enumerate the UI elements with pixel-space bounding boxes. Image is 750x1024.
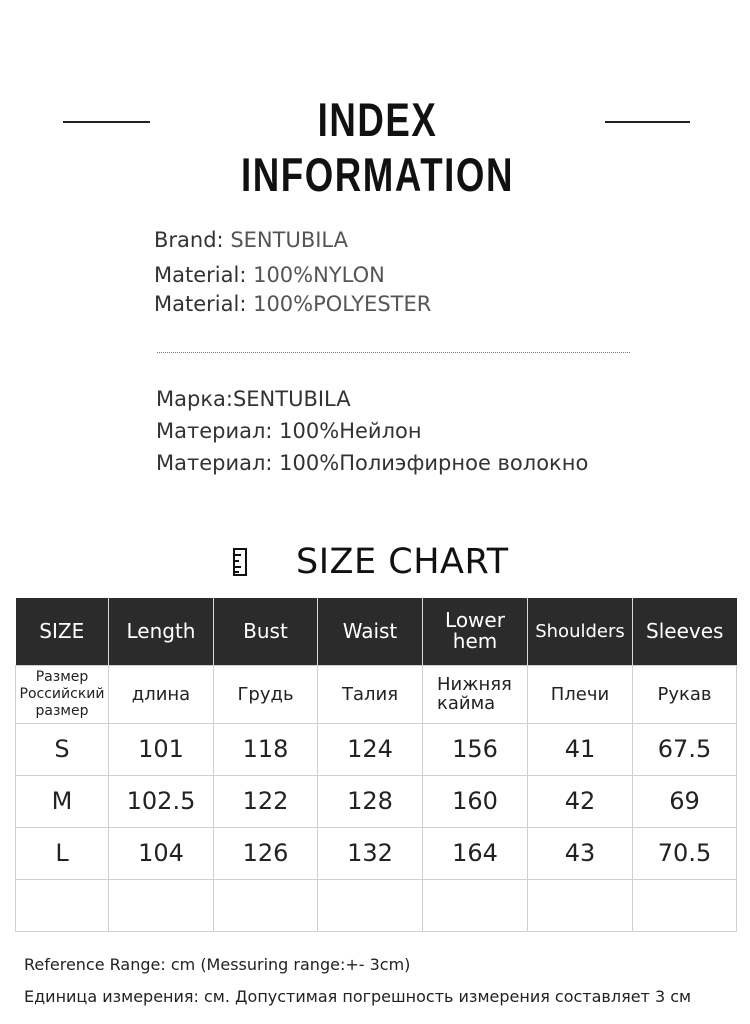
table-cell: Плечи [528, 665, 633, 723]
column-header: Length [109, 598, 214, 665]
table-cell: 126 [214, 827, 318, 879]
title-rule-right [605, 121, 690, 123]
info-label: Brand: [154, 228, 224, 252]
table-cell: 102.5 [109, 775, 214, 827]
dotted-divider [157, 352, 630, 353]
info-value: 100%Полиэфирное волокно [279, 451, 589, 475]
table-row-empty [16, 879, 737, 931]
table-cell: 42 [528, 775, 633, 827]
table-row [16, 827, 737, 879]
ruler-icon [233, 548, 247, 576]
title-rule-left [63, 121, 150, 123]
reference-range-note: Reference Range: cm (Messuring range:+- 3cm) [24, 955, 411, 974]
table-cell [214, 879, 318, 931]
table-cell: 124 [318, 723, 423, 775]
info-label: Material: [154, 263, 247, 287]
table-cell: 104 [109, 827, 214, 879]
info-label: Материал: [156, 419, 273, 443]
table-cell: Рукав [633, 665, 737, 723]
table-cell: 122 [214, 775, 318, 827]
table-cell: Грудь [214, 665, 318, 723]
info-material-2 [154, 292, 431, 316]
table-cell: 67.5 [633, 723, 737, 775]
table-cell: 70.5 [633, 827, 737, 879]
table-cell: 164 [423, 827, 528, 879]
table-cell: 132 [318, 827, 423, 879]
info-value: 100%NYLON [253, 263, 385, 287]
table-cell: Талия [318, 665, 423, 723]
table-cell: S [16, 723, 109, 775]
table-cell [528, 879, 633, 931]
table-row [16, 775, 737, 827]
table-cell: 118 [214, 723, 318, 775]
table-header-row [16, 598, 737, 665]
table-cell [633, 879, 737, 931]
size-table [15, 598, 737, 932]
info-label: Материал: [156, 451, 273, 475]
table-row [16, 723, 737, 775]
info-value: SENTUBILA [230, 228, 348, 252]
info-value: 100%Нейлон [279, 419, 422, 443]
table-cell: 156 [423, 723, 528, 775]
info-ru-material-1 [156, 419, 422, 443]
info-material-1 [154, 263, 385, 287]
table-cell: 69 [633, 775, 737, 827]
column-header: Sleeves [633, 598, 737, 665]
table-cell: 41 [528, 723, 633, 775]
table-row-russian-headers [16, 665, 737, 723]
table-cell: M [16, 775, 109, 827]
table-cell: Нижняя кайма [423, 665, 528, 723]
table-cell: Размер Российский размер [16, 665, 109, 723]
info-ru-brand [156, 387, 351, 411]
table-cell: 43 [528, 827, 633, 879]
column-header: Shoulders [528, 598, 633, 665]
table-cell: L [16, 827, 109, 879]
info-value: SENTUBILA [232, 387, 351, 411]
table-cell: 128 [318, 775, 423, 827]
table-cell [423, 879, 528, 931]
table-cell: длина [109, 665, 214, 723]
column-header: SIZE [16, 598, 109, 665]
table-cell: 101 [109, 723, 214, 775]
info-label: Material: [154, 292, 247, 316]
table-cell [109, 879, 214, 931]
size-chart-title: SIZE CHART [296, 542, 509, 582]
column-header: Waist [318, 598, 423, 665]
table-cell [16, 879, 109, 931]
info-label: Марка: [156, 387, 233, 411]
column-header: Bust [214, 598, 318, 665]
info-ru-material-2 [156, 451, 588, 475]
column-header: Lower hem [423, 598, 528, 665]
table-cell [318, 879, 423, 931]
info-value: 100%POLYESTER [253, 292, 432, 316]
table-cell: 160 [423, 775, 528, 827]
info-brand [154, 228, 348, 252]
page-title: INDEX INFORMATION [240, 93, 515, 201]
measurement-unit-note-ru: Единица измерения: см. Допустимая погрешность измерения составляет 3 см [24, 987, 692, 1006]
size-chart-header [0, 540, 750, 590]
